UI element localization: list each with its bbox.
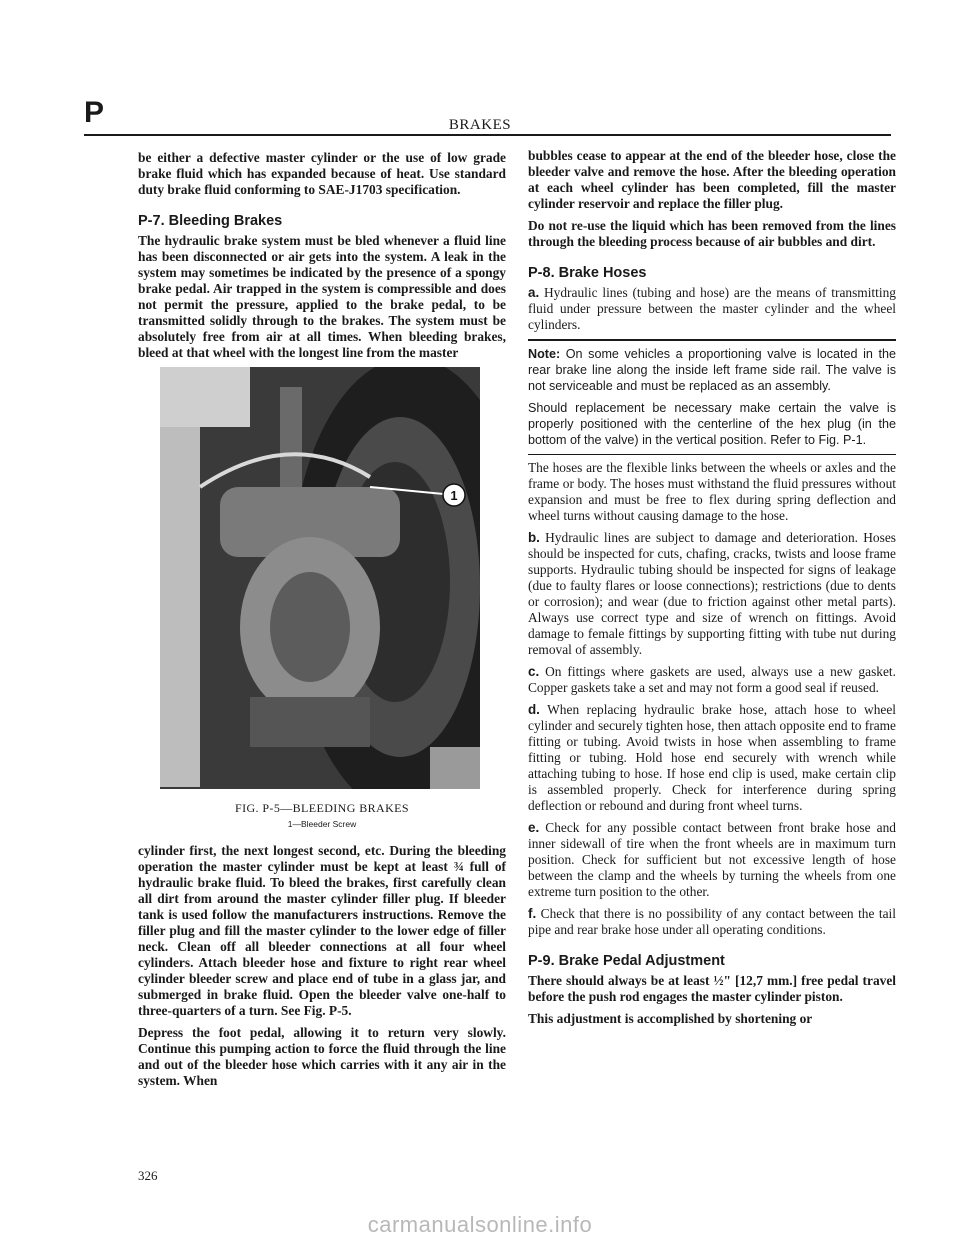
left-column <box>138 150 506 1095</box>
figure-bleeding-brakes-photo <box>160 367 480 789</box>
list-item-b: b. Hydraulic lines are subject to damage and deterioration. Hoses should be inspected for cuts, chafing, cracks, twists and loose frame supports. Hydraulic tubing should be inspected for signs of leakage (due to faulty flares or loose connections); restrictions (due to dents or corrosion); and wear (due to friction against other metal parts). Always use correct type and size of wrench on fittings. Avoid damage to female fittings by supporting fitting with tube nut during removal of assembly. <box>528 530 896 657</box>
paragraph: This adjustment is accomplished by shortening or <box>528 1011 813 1026</box>
paragraph: bubbles cease to appear at the end of the bleeder hose, close the bleeder valve and remove the hose. After the bleeding operation at each wheel cylinder has been completed, fill the master cylinder reservoir and replace the filler plug. <box>528 148 896 211</box>
right-column <box>528 148 896 1033</box>
paragraph: be either a defective master cylinder or the use of low grade brake fluid which has expanded because of heat. Use standard duty brake fluid conforming to SAE-J1703 specification. <box>138 150 506 197</box>
figure-caption: FIG. P-5—BLEEDING BRAKES <box>235 801 409 815</box>
note-paragraph: Note: On some vehicles a proportioning valve is located in the rear brake line along the inside left frame side rail. The valve is not serviceable and must be replaced as an assembly. <box>528 346 896 393</box>
paragraph: There should always be at least ½" [12,7 mm.] free pedal travel before the push rod engages the master cylinder piston. <box>528 973 896 1004</box>
note-box <box>528 339 896 455</box>
section-letter: P <box>84 96 105 129</box>
paragraph: Depress the foot pedal, allowing it to return very slowly. Continue this pumping action to force the fluid through the line and out of the bleeder hose which carries with it any air in the system. When <box>138 1025 506 1088</box>
section-heading-brake-hoses: P-8. Brake Hoses <box>528 265 647 281</box>
paragraph: cylinder first, the next longest second, etc. During the bleeding operation the master cylinder must be kept at least ¾ full of hydraulic brake fluid. To bleed the brakes, first carefully clean all dirt from around the master cylinder filler plug. If bleeder tank is used follow the manufacturers instructions. Remove the filler plug and fill the master cylinder to the lower edge of filler neck. Clean off all bleeder connections at all four wheel cylinders. Attach bleeder hose and fixture to right rear wheel cylinder bleeder screw and place end of tube in a glass jar, and submerged in brake fluid. Open the bleeder valve one-half to three-quarters of a turn. See Fig. P-5. <box>138 843 506 1018</box>
list-item-a: a. Hydraulic lines (tubing and hose) are the means of transmitting fluid under pressure between the master cylinder and the wheel cylinders. <box>528 285 896 332</box>
paragraph: The hydraulic brake system must be bled whenever a fluid line has been disconnected or air gets into the system. A leak in the system may sometimes be indicated by the presence of a spongy brake pedal. Air trapped in the system is compressible and does not permit the pressure, applied to the brake pedal, to be transmitted solidly through to the brakes. The system must be absolutely free from air at all times. When bleeding brakes, bleed at that wheel with the longest line from the master <box>138 233 506 360</box>
list-item-d: d. When replacing hydraulic brake hose, attach hose to wheel cylinder and securely tighten hose, then attach opposite end to frame fitting or tubing. Avoid twists in hose when assembling to frame fitting or tubing. Hold hose end securely with wrench while attaching tubing to hose. If hose end clip is used, make certain clip is assembled properly. Check for interference during spring deflection or rebound and during front wheel turns. <box>528 702 897 813</box>
list-item-c: c. On fittings where gaskets are used, always use a new gasket. Copper gaskets take a set and may not form a good seal if reused. <box>528 664 896 695</box>
section-heading-brake-pedal-adjustment: P-9. Brake Pedal Adjustment <box>528 953 725 969</box>
header-rule <box>84 134 891 136</box>
figure-legend: 1—Bleeder Screw <box>287 819 357 829</box>
watermark-text: carmanualsonline.info <box>367 1212 593 1237</box>
list-item-f: f. Check that there is no possibility of any contact between the tail pipe and rear brake hose under all operating conditions. <box>528 906 896 937</box>
callout-number: 1 <box>450 488 458 503</box>
note-bottom-rule <box>528 454 896 456</box>
page-header-title: BRAKES <box>448 117 512 133</box>
list-item-e: e. Check for any possible contact between front brake hose and inner sidewall of tire when the front wheels are in maximum turn position. Check for sufficient but not excessive length of hose between the clamp and the wheels by turning the wheels from one extreme turn position to the other. <box>528 820 896 899</box>
section-heading-bleeding-brakes: P-7. Bleeding Brakes <box>138 213 283 229</box>
note-paragraph: Should replacement be necessary make certain the valve is properly positioned with the centerline of the hex plug (in the bottom of the valve) in the vertical position. Refer to Fig. P-1. <box>528 400 896 447</box>
page-number: 326 <box>138 1168 158 1183</box>
note-top-rule <box>528 339 896 341</box>
paragraph: The hoses are the flexible links between the wheels or axles and the frame or body. The hoses must withstand the fluid pressures without expansion and must be free to flex during spring deflection and wheel turns without causing damage to the hose. <box>528 460 896 523</box>
paragraph: Do not re-use the liquid which has been removed from the lines through the bleeding process because of air bubbles and dirt. <box>528 218 896 249</box>
brake-assembly-illustration <box>160 367 480 789</box>
